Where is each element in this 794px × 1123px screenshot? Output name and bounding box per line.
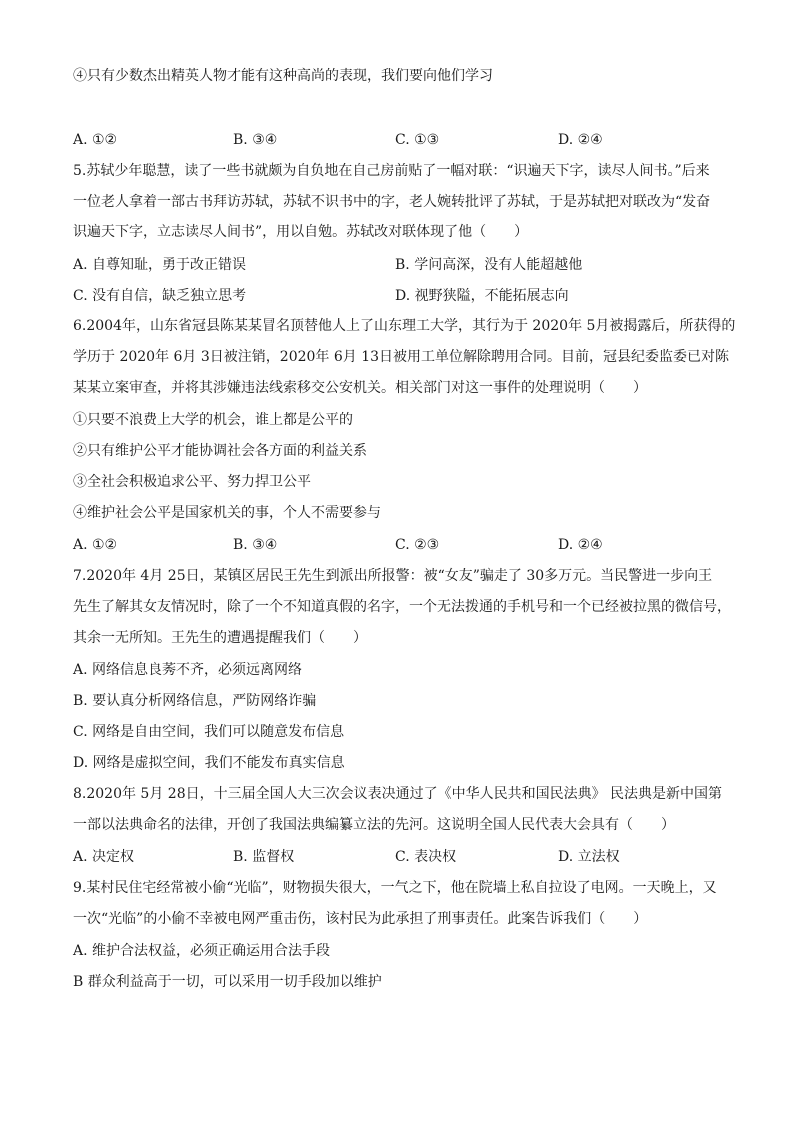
q6-option-a: A. ①② (73, 537, 118, 553)
q5-stem-line-1: 5.苏轼少年聪慧，读了一些书就颇为自负地在自己房前贴了一幅对联：“识遍天下字，读尽人间书。”后来 (73, 163, 710, 179)
q5-option-d: D. 视野狭隘，不能拓展志向 (395, 288, 569, 304)
q9-stem-line-2: 一次“光临”的小偷不幸被电网严重击伤，该村民为此承担了刑事责任。此案告诉我们（ ） (73, 911, 648, 927)
q7-option-b: B. 要认真分析网络信息，严防网络诈骗 (73, 693, 317, 709)
q8-option-a: A. 决定权 (73, 849, 135, 865)
q6-statement-3: ③全社会积极追求公平、努力捍卫公平 (73, 474, 311, 490)
q6-statement-2: ②只有维护公平才能协调社会各方面的利益关系 (73, 443, 367, 459)
q4-statement-4: ④只有少数杰出精英人物才能有这种高尚的表现，我们要向他们学习 (73, 68, 493, 84)
q7-option-d: D. 网络是虚拟空间，我们不能发布真实信息 (73, 755, 345, 771)
q6-statement-1: ①只要不浪费上大学的机会，谁上都是公平的 (73, 412, 353, 428)
q9-stem-line-1: 9.某村民住宅经常被小偷“光临”，财物损失很大，一气之下，他在院墙上私自拉设了电网。一天晚上，又 (73, 880, 717, 896)
q8-option-d: D. 立法权 (558, 849, 620, 865)
q9-option-a: A. 维护合法权益，必须正确运用合法手段 (73, 943, 331, 959)
q7-stem-line-1: 7.2020年 4月 25日，某镇区居民王先生到派出所报警：被“女友”骗走了 30多万元。当民警进一步向王 (73, 568, 713, 584)
q8-option-c: C. 表决权 (395, 849, 457, 865)
q5-stem-line-2: 一位老人拿着一部古书拜访苏轼，苏轼不识书中的字，老人婉转批评了苏轼，于是苏轼把对联改为“发奋 (73, 194, 711, 210)
q7-stem-line-3: 其余一无所知。王先生的遭遇提醒我们（ ） (73, 630, 367, 646)
q7-stem-line-2: 先生了解其女友情况时，除了一个不知道真假的名字，一个无法拨通的手机号和一个已经被拉黑的微信号， (73, 599, 731, 615)
q5-stem-line-3: 识遍天下字，立志读尽人间书”，用以自勉。苏轼改对联体现了他（ ） (73, 224, 529, 240)
q9-option-b: B 群众利益高于一切，可以采用一切手段加以维护 (73, 974, 382, 990)
q6-statement-4: ④维护社会公平是国家机关的事，个人不需要参与 (73, 505, 381, 521)
q8-stem-line-1: 8.2020年 5月 28日，十三届全国人大三次会议表决通过了《中华人民共和国民法典》 民法典是新中国第 (73, 786, 723, 802)
q8-option-b: B. 监督权 (233, 849, 295, 865)
q8-stem-line-2: 一部以法典命名的法律，开创了我国法典编纂立法的先河。这说明全国人民代表大会具有（ ） (73, 817, 675, 833)
q6-stem-line-1: 6.2004年，山东省冠县陈某某冒名顶替他人上了山东理工大学，其行为于 2020年 5月被揭露后，所获得的 (73, 318, 736, 334)
q4-option-a: A. ①② (73, 132, 118, 148)
q6-option-d: D. ②④ (558, 537, 603, 553)
q5-option-c: C. 没有自信，缺乏独立思考 (73, 288, 247, 304)
q5-option-a: A. 自尊知耻，勇于改正错误 (73, 257, 247, 273)
q7-option-c: C. 网络是自由空间，我们可以随意发布信息 (73, 724, 345, 740)
q7-option-a: A. 网络信息良莠不齐，必须远离网络 (73, 662, 303, 678)
q6-option-b: B. ③④ (233, 537, 278, 553)
q4-option-c: C. ①③ (395, 132, 440, 148)
q5-option-b: B. 学问高深，没有人能超越他 (395, 257, 583, 273)
q6-option-c: C. ②③ (395, 537, 440, 553)
q4-option-d: D. ②④ (558, 132, 603, 148)
q4-option-b: B. ③④ (233, 132, 278, 148)
q6-stem-line-3: 某某立案审查，并将其涉嫌违法线索移交公安机关。相关部门对这一事件的处理说明（ ） (73, 380, 647, 396)
q6-stem-line-2: 学历于 2020年 6月 3日被注销，2020年 6月 13日被用工单位解除聘用合同。目前，冠县纪委监委已对陈 (73, 349, 730, 365)
